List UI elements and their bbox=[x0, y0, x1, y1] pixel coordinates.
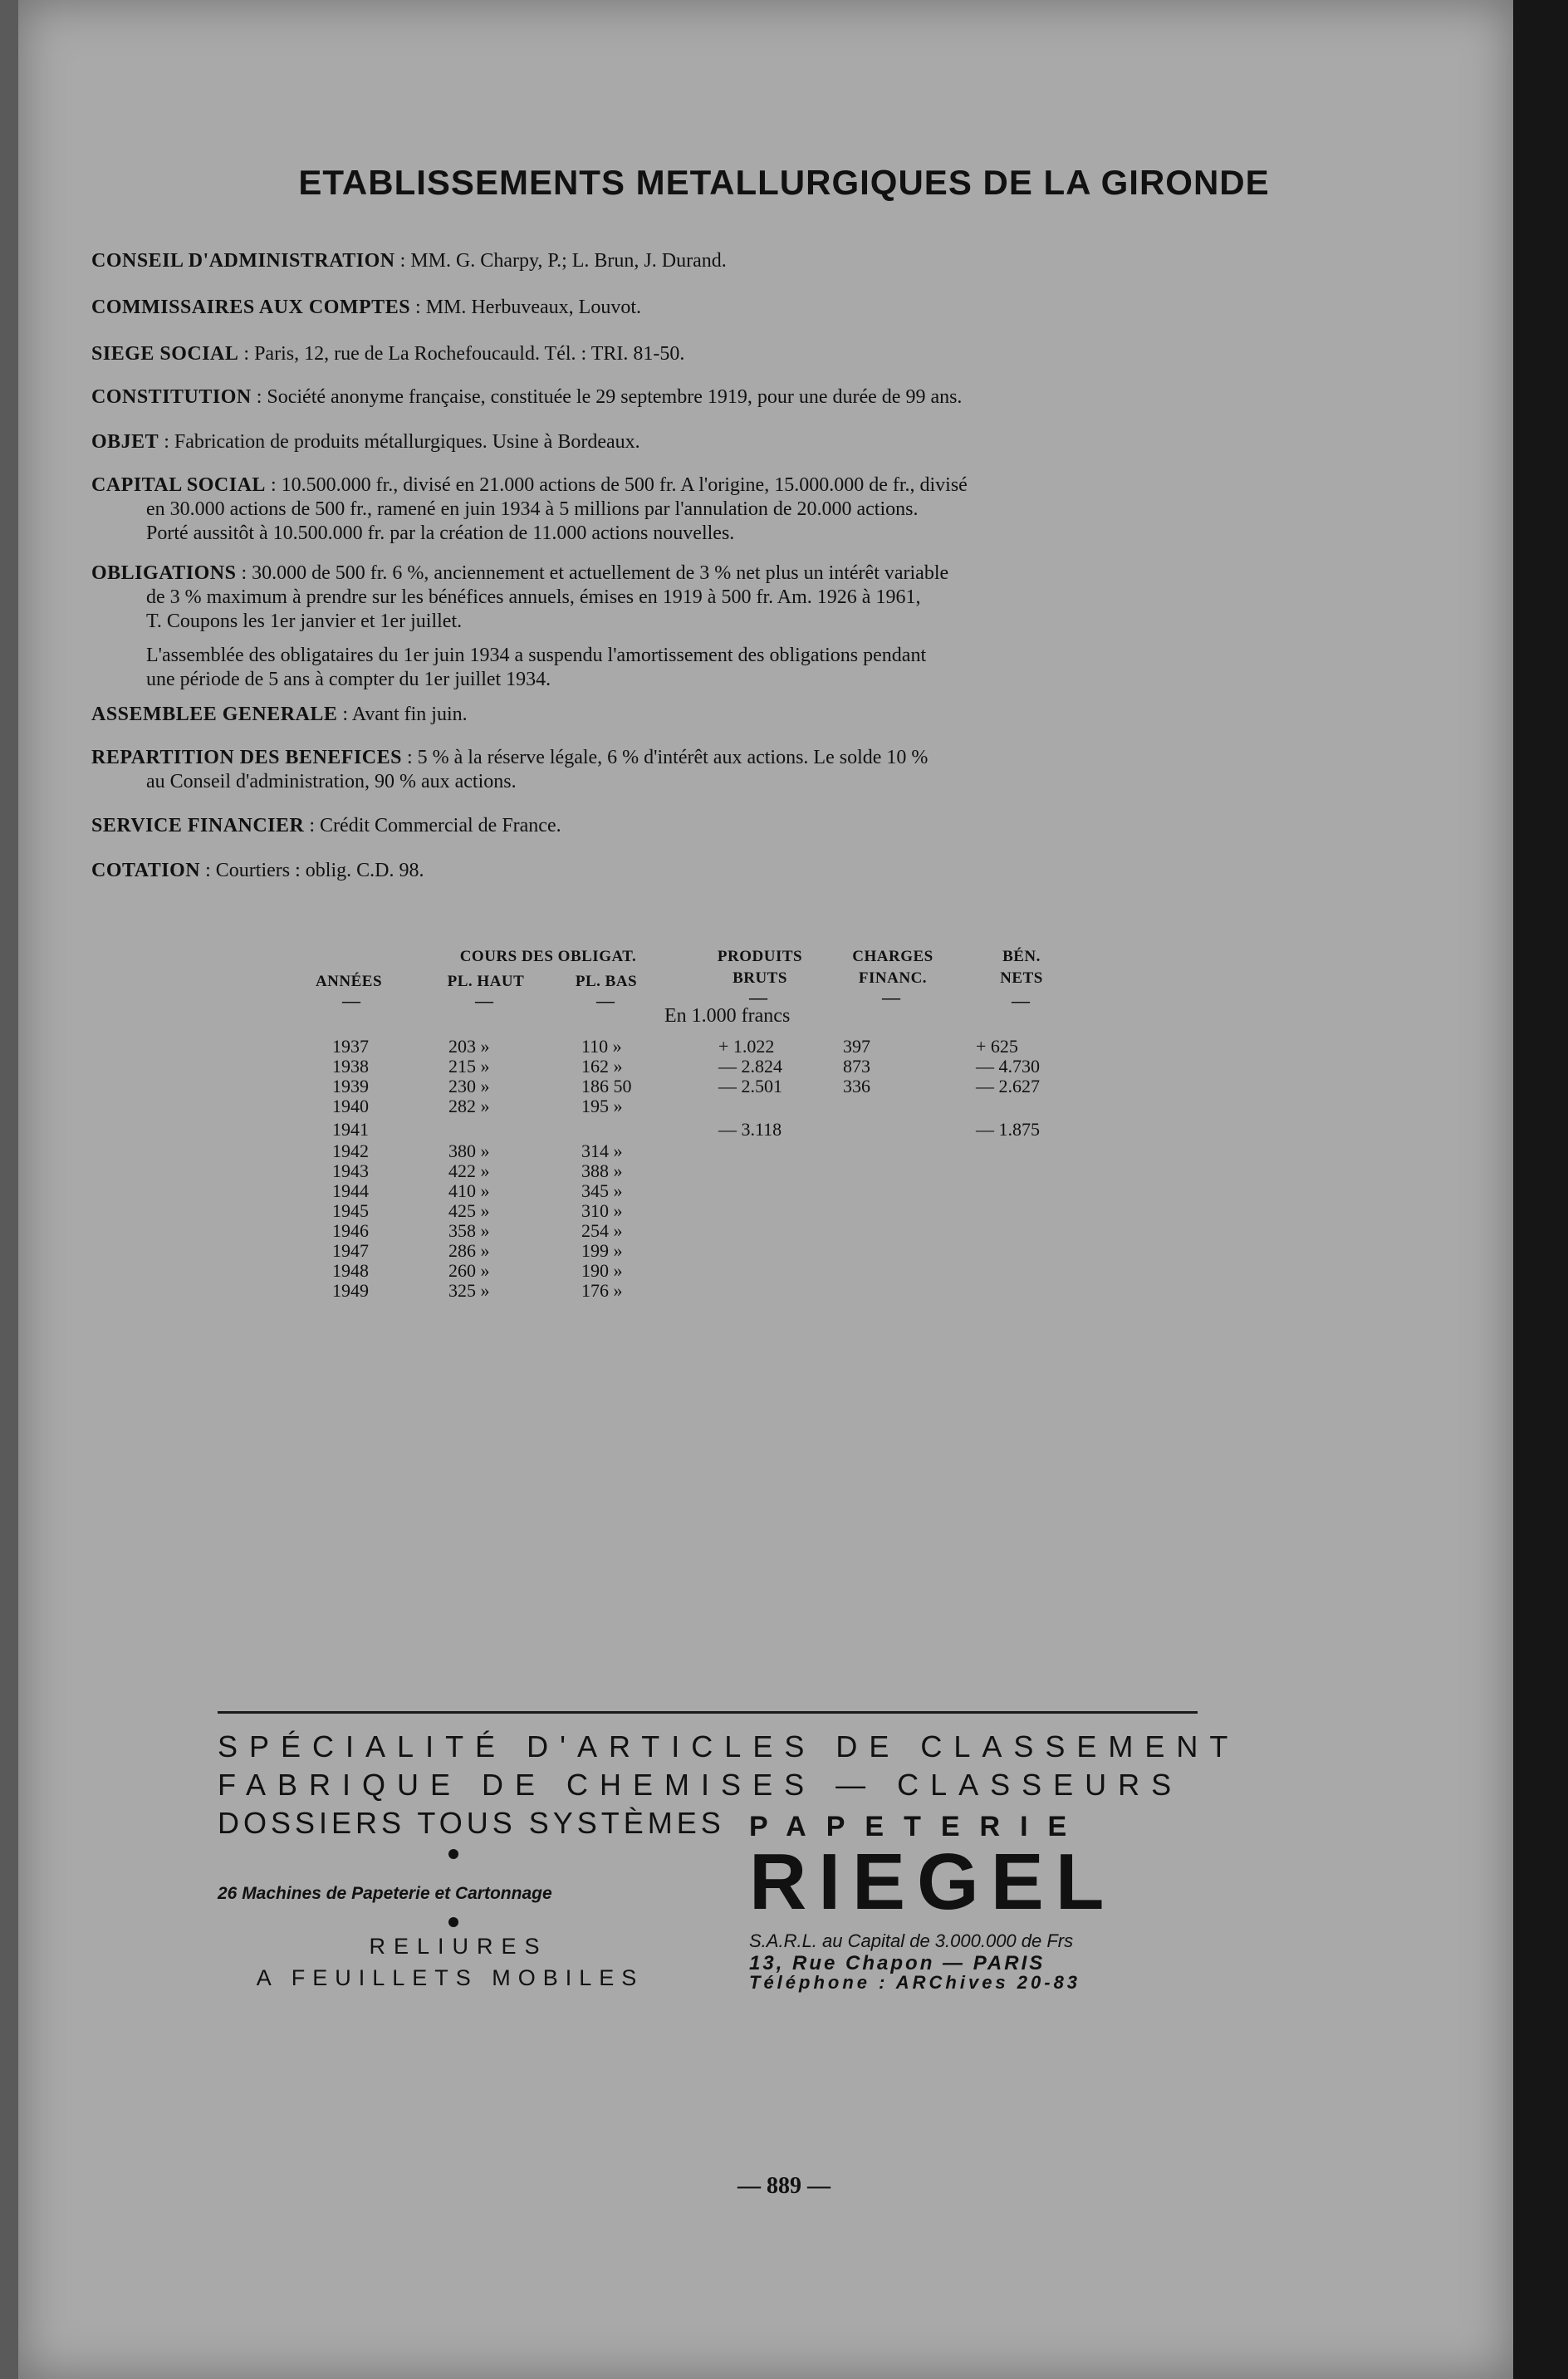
cell-haut: 286 » bbox=[448, 1240, 490, 1261]
entry-continuation: T. Coupons les 1er janvier et 1er juillet. bbox=[146, 611, 463, 632]
entry-text: : 30.000 de 500 fr. 6 %, anciennement et actuellement de 3 % net plus un intérêt variable bbox=[236, 562, 949, 584]
unit-label: En 1.000 francs bbox=[664, 1005, 791, 1027]
entry-paragraph: une période de 5 ans à compter du 1er juillet 1934. bbox=[146, 669, 551, 690]
cell-haut: 425 » bbox=[448, 1200, 490, 1221]
table-row bbox=[299, 1281, 1171, 1301]
ad-bullet-icon bbox=[448, 1917, 458, 1927]
page-edge bbox=[1513, 0, 1568, 2379]
entry-text: : MM. G. Charpy, P.; L. Brun, J. Durand. bbox=[394, 250, 727, 272]
entry-continuation: de 3 % maximum à prendre sur les bénéfices annuels, émises en 1919 à 500 fr. Am. 1926 à 1961, bbox=[146, 586, 921, 608]
cell-year: 1947 bbox=[332, 1240, 369, 1261]
entry-paragraph: L'assemblée des obligataires du 1er juin 1934 a suspendu l'amortissement des obligations pendant bbox=[146, 645, 927, 666]
ad-address: 13, Rue Chapon — PARIS bbox=[749, 1952, 1046, 1974]
header-produits-2: BRUTS bbox=[733, 969, 787, 987]
cell-produits: — 2.501 bbox=[718, 1076, 782, 1096]
cell-charges: 336 bbox=[843, 1076, 870, 1096]
cell-haut: 422 » bbox=[448, 1160, 490, 1181]
entry-service-financier bbox=[91, 814, 1312, 838]
header-charges-2: FINANC. bbox=[858, 969, 928, 987]
entry-continuation: en 30.000 actions de 500 fr., ramené en juin 1934 à 5 millions par l'annulation de 20.000 actions. bbox=[146, 498, 919, 520]
cell-bas: 199 » bbox=[581, 1240, 623, 1261]
header-dash: — bbox=[475, 990, 493, 1011]
table-row bbox=[299, 1201, 1171, 1221]
cell-ben: — 4.730 bbox=[976, 1056, 1040, 1077]
table-row bbox=[299, 1077, 1171, 1096]
cell-bas: 186 50 bbox=[581, 1076, 632, 1096]
cell-year: 1939 bbox=[332, 1076, 369, 1096]
entry-label: OBLIGATIONS bbox=[91, 562, 237, 584]
cell-year: 1945 bbox=[332, 1200, 369, 1221]
table-row bbox=[299, 1057, 1171, 1077]
cell-bas: 110 » bbox=[581, 1036, 622, 1057]
entry-text: : Courtiers : oblig. C.D. 98. bbox=[200, 860, 424, 881]
cell-charges: 873 bbox=[843, 1056, 870, 1077]
cell-ben: + 625 bbox=[976, 1036, 1018, 1057]
ad-top-rule bbox=[218, 1711, 1198, 1714]
entry-text: : Paris, 12, rue de La Rochefoucauld. Tél. : TRI. 81-50. bbox=[238, 343, 685, 365]
entry-label: ASSEMBLEE GENERALE bbox=[91, 704, 338, 725]
table-row bbox=[299, 1241, 1171, 1261]
ad-phone: Téléphone : ARChives 20-83 bbox=[749, 1972, 1081, 1993]
ad-line-fabrique: FABRIQUE DE CHEMISES — CLASSEURS bbox=[218, 1768, 1183, 1802]
header-ben-1: BÉN. bbox=[1002, 948, 1041, 965]
header-dash: — bbox=[882, 987, 900, 1008]
header-annees: ANNÉES bbox=[315, 973, 383, 990]
ad-brand-riegel: RIEGEL bbox=[749, 1837, 1116, 1926]
cell-year: 1943 bbox=[332, 1160, 369, 1181]
cell-produits: — 3.118 bbox=[718, 1119, 782, 1140]
cell-bas: 254 » bbox=[581, 1220, 623, 1241]
cell-haut: 260 » bbox=[448, 1260, 490, 1281]
header-ben-2: NETS bbox=[1000, 969, 1043, 987]
entry-capital-social bbox=[91, 473, 1312, 546]
entry-text: : Crédit Commercial de France. bbox=[304, 815, 561, 836]
cell-produits: — 2.824 bbox=[718, 1056, 782, 1077]
entry-repartition bbox=[91, 746, 1312, 794]
cell-year: 1938 bbox=[332, 1056, 369, 1077]
entry-label: COTATION bbox=[91, 860, 201, 881]
page-number: — 889 — bbox=[737, 2173, 831, 2199]
cell-ben: — 1.875 bbox=[976, 1119, 1040, 1140]
entry-siege-social bbox=[91, 342, 1312, 366]
header-dash: — bbox=[1012, 990, 1030, 1011]
cell-haut: 230 » bbox=[448, 1076, 490, 1096]
cell-bas: 345 » bbox=[581, 1180, 623, 1201]
header-bas: PL. BAS bbox=[575, 973, 638, 990]
entry-continuation: au Conseil d'administration, 90 % aux actions. bbox=[146, 771, 517, 792]
entry-label: OBJET bbox=[91, 431, 159, 453]
entry-text: : 10.500.000 fr., divisé en 21.000 actions de 500 fr. A l'origine, 15.000.000 de fr., divisé bbox=[265, 474, 968, 496]
ad-papeterie: PAPETERIE bbox=[749, 1811, 1087, 1842]
cell-bas: 195 » bbox=[581, 1096, 623, 1116]
company-title: ETABLISSEMENTS METALLURGIQUES DE LA GIRONDE bbox=[298, 163, 1270, 202]
cell-bas: 310 » bbox=[581, 1200, 623, 1221]
ad-line-dossiers: DOSSIERS TOUS SYSTÈMES bbox=[218, 1806, 725, 1840]
header-charges-1: CHARGES bbox=[852, 948, 933, 965]
table-row bbox=[299, 1181, 1171, 1201]
cell-haut: 282 » bbox=[448, 1096, 490, 1116]
ad-reliures: RELIURES bbox=[369, 1934, 548, 1959]
table-row bbox=[299, 1141, 1171, 1161]
entry-text: : 5 % à la réserve légale, 6 % d'intérêt aux actions. Le solde 10 % bbox=[401, 747, 929, 768]
ad-feuillets: A FEUILLETS MOBILES bbox=[256, 1965, 644, 1990]
table-row bbox=[299, 1120, 1171, 1140]
cell-produits: + 1.022 bbox=[718, 1036, 775, 1057]
table-row bbox=[299, 1221, 1171, 1241]
header-produits-1: PRODUITS bbox=[717, 948, 803, 965]
entry-label: CONSTITUTION bbox=[91, 386, 252, 408]
cell-year: 1942 bbox=[332, 1140, 369, 1161]
entry-label: SIEGE SOCIAL bbox=[91, 343, 239, 365]
cell-bas: 190 » bbox=[581, 1260, 623, 1281]
entry-text: : Fabrication de produits métallurgiques. Usine à Bordeaux. bbox=[159, 431, 640, 453]
ad-machines: 26 Machines de Papeterie et Cartonnage bbox=[218, 1884, 552, 1903]
entry-label: COMMISSAIRES AUX COMPTES bbox=[91, 297, 411, 318]
entry-text: : MM. Herbuveaux, Louvot. bbox=[410, 297, 642, 318]
entry-obligations bbox=[91, 562, 1312, 692]
cell-year: 1940 bbox=[332, 1096, 369, 1116]
entry-objet bbox=[91, 430, 1312, 454]
entry-continuation: Porté aussitôt à 10.500.000 fr. par la création de 11.000 actions nouvelles. bbox=[146, 522, 735, 544]
table-row bbox=[299, 1261, 1171, 1281]
cell-year: 1944 bbox=[332, 1180, 369, 1201]
riegel-advertisement bbox=[218, 1711, 1240, 2002]
entry-label: CONSEIL D'ADMINISTRATION bbox=[91, 250, 395, 272]
ad-bullet-icon bbox=[448, 1849, 458, 1859]
cell-haut: 203 » bbox=[448, 1036, 490, 1057]
header-haut: PL. HAUT bbox=[447, 973, 525, 990]
cell-charges: 397 bbox=[843, 1036, 870, 1057]
table-row bbox=[299, 1161, 1171, 1181]
header-dash: — bbox=[596, 990, 615, 1011]
cell-year: 1941 bbox=[332, 1119, 369, 1140]
header-dash: — bbox=[749, 987, 767, 1008]
cell-ben: — 2.627 bbox=[976, 1076, 1040, 1096]
cell-bas: 162 » bbox=[581, 1056, 623, 1077]
book-spine bbox=[0, 0, 18, 2379]
entry-conseil bbox=[91, 249, 1312, 273]
entry-label: CAPITAL SOCIAL bbox=[91, 474, 266, 496]
cell-haut: 215 » bbox=[448, 1056, 490, 1077]
ad-sarl: S.A.R.L. au Capital de 3.000.000 de Frs bbox=[749, 1930, 1074, 1951]
cell-year: 1949 bbox=[332, 1280, 369, 1301]
cell-bas: 176 » bbox=[581, 1280, 623, 1301]
entry-constitution bbox=[91, 385, 1312, 410]
cell-bas: 388 » bbox=[581, 1160, 623, 1181]
ad-line-specialite: SPÉCIALITÉ D'ARTICLES DE CLASSEMENT bbox=[218, 1729, 1240, 1763]
entry-cotation bbox=[91, 859, 1312, 883]
header-dash: — bbox=[342, 990, 360, 1011]
cell-haut: 380 » bbox=[448, 1140, 490, 1161]
entry-label: SERVICE FINANCIER bbox=[91, 815, 305, 836]
cell-haut: 410 » bbox=[448, 1180, 490, 1201]
cell-year: 1946 bbox=[332, 1220, 369, 1241]
table-row bbox=[299, 1037, 1171, 1057]
cell-year: 1937 bbox=[332, 1036, 369, 1057]
entry-text: : Société anonyme française, constituée le 29 septembre 1919, pour une durée de 99 ans. bbox=[251, 386, 963, 408]
cell-bas: 314 » bbox=[581, 1140, 623, 1161]
entry-commissaires bbox=[91, 296, 1312, 320]
cell-haut: 325 » bbox=[448, 1280, 490, 1301]
entry-label: REPARTITION DES BENEFICES bbox=[91, 747, 402, 768]
header-cours-group: COURS DES OBLIGAT. bbox=[459, 948, 637, 965]
entry-assemblee bbox=[91, 703, 1312, 727]
entry-text: : Avant fin juin. bbox=[337, 704, 468, 725]
cell-year: 1948 bbox=[332, 1260, 369, 1281]
table-row bbox=[299, 1096, 1171, 1116]
cell-haut: 358 » bbox=[448, 1220, 490, 1241]
